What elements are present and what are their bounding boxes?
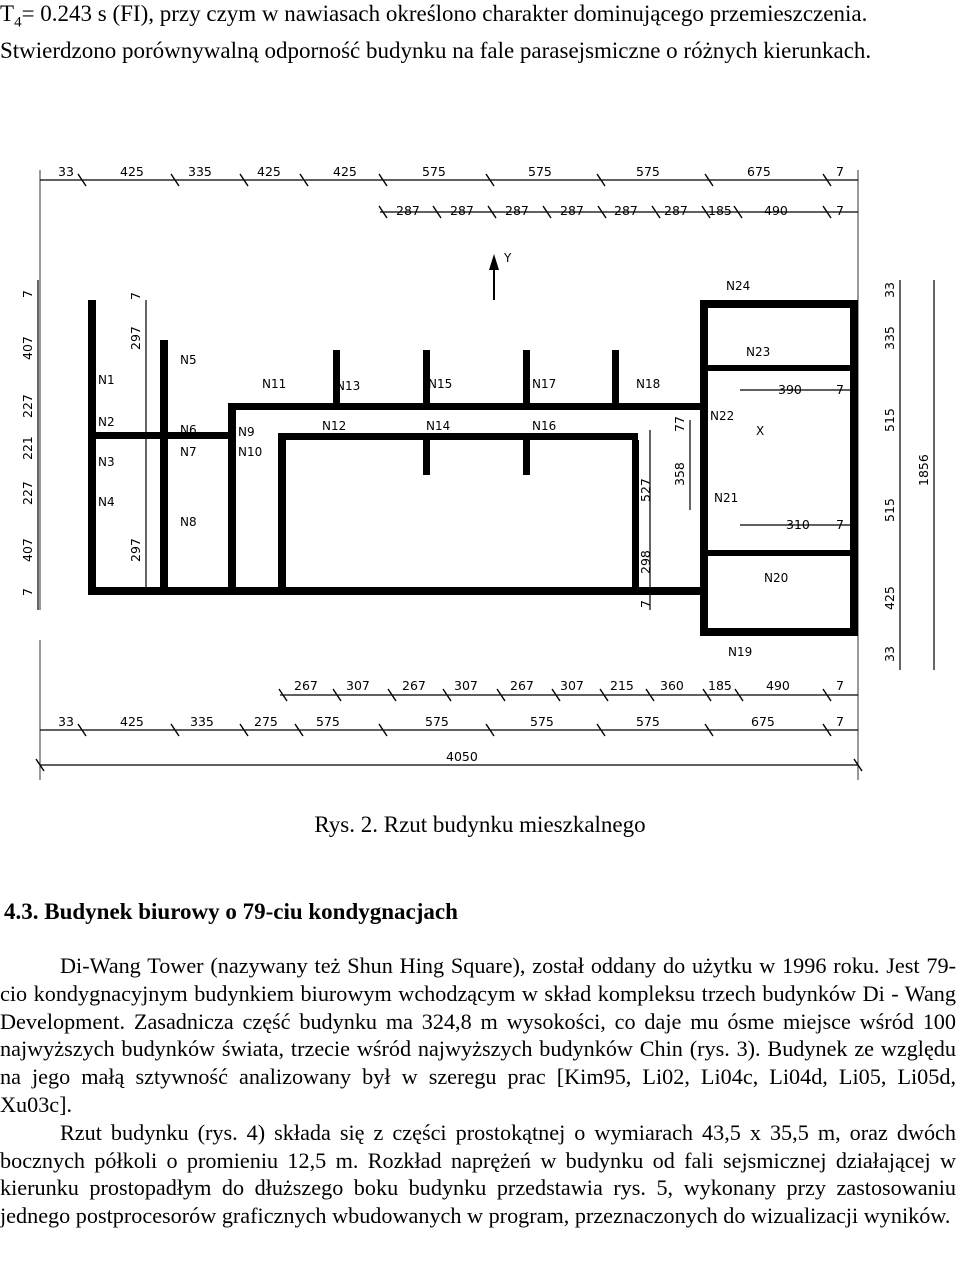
node-label: N21: [714, 491, 739, 505]
svg-text:7: 7: [20, 290, 35, 298]
svg-text:307: 307: [346, 678, 370, 693]
svg-text:275: 275: [254, 714, 278, 729]
svg-text:575: 575: [422, 164, 446, 179]
node-label: N14: [426, 419, 451, 433]
svg-text:425: 425: [257, 164, 281, 179]
node-label: N17: [532, 377, 557, 391]
node-label: N7: [180, 445, 197, 459]
svg-text:7: 7: [128, 588, 143, 596]
svg-text:527: 527: [638, 478, 653, 502]
paragraph-1: Di-Wang Tower (nazywany też Shun Hing Square), został oddany do użytku w 1996 roku. Jest 79-cio kondygnacyjnym budynkiem biurowym wchodzącym w skład kompleksu trzech budynków Di - Wang Development. Zasadnicza część budynku ma 324,8 m wysokości, co daje mu ósme miejsce wśród 100 najwyższych budynków świata, trzecie wśród najwyższych budynków Chin (rys. 3). Budynek ze względu na jego małą sztywność analizowany był w szeregu prac [Kim95, Li02, Li04c, Li04d, Li05, Li05d, Xu03c].: [0, 953, 956, 1117]
svg-text:33: 33: [58, 164, 74, 179]
figure-caption: Rys. 2. Rzut budynku mieszkalnego: [314, 812, 646, 837]
node-label: N13: [336, 379, 361, 393]
svg-text:227: 227: [20, 394, 35, 418]
node-label: N2: [98, 415, 115, 429]
node-label: N24: [726, 279, 751, 293]
svg-text:515: 515: [882, 408, 897, 432]
bottom-dimensions-row-2: [58, 714, 844, 729]
svg-text:7: 7: [836, 714, 844, 729]
node-label: N16: [532, 419, 557, 433]
node-label: N20: [764, 571, 789, 585]
svg-text:490: 490: [766, 678, 790, 693]
top-dimensions-row-2: [396, 203, 844, 218]
node-label: N23: [746, 345, 771, 359]
svg-text:675: 675: [751, 714, 775, 729]
svg-text:287: 287: [396, 203, 420, 218]
svg-text:358: 358: [672, 462, 687, 486]
svg-text:515: 515: [882, 498, 897, 522]
floor-plan-drawing: [0, 150, 960, 800]
svg-text:575: 575: [636, 714, 660, 729]
svg-text:360: 360: [660, 678, 684, 693]
svg-text:267: 267: [402, 678, 426, 693]
svg-text:287: 287: [505, 203, 529, 218]
svg-text:77: 77: [672, 416, 687, 432]
node-label: N18: [636, 377, 661, 391]
svg-text:575: 575: [636, 164, 660, 179]
node-label: N22: [710, 409, 735, 423]
svg-text:287: 287: [560, 203, 584, 218]
node-label: N10: [238, 445, 263, 459]
svg-text:221: 221: [20, 436, 35, 460]
svg-text:267: 267: [294, 678, 318, 693]
node-label: N3: [98, 455, 115, 469]
svg-text:185: 185: [708, 678, 732, 693]
building-walls: [88, 300, 858, 636]
intro-line-2: Stwierdzono porównywalną odporność budynku na fale parasejsmiczne o różnych kierunkach.: [0, 37, 872, 63]
node-label: N1: [98, 373, 115, 387]
svg-text:575: 575: [425, 714, 449, 729]
svg-text:407: 407: [20, 336, 35, 360]
svg-text:575: 575: [530, 714, 554, 729]
svg-text:390: 390: [778, 382, 802, 397]
node-label: N5: [180, 353, 197, 367]
right-dimensions: [882, 282, 931, 662]
svg-text:307: 307: [560, 678, 584, 693]
svg-text:425: 425: [120, 164, 144, 179]
svg-text:307: 307: [454, 678, 478, 693]
svg-text:425: 425: [120, 714, 144, 729]
svg-text:425: 425: [333, 164, 357, 179]
node-label: N19: [728, 645, 753, 659]
dimension-ticks: [36, 174, 862, 771]
bottom-dimensions-row-1: [294, 678, 844, 693]
node-label: N4: [98, 495, 115, 509]
svg-text:298: 298: [638, 550, 653, 574]
x-axis-marker: [756, 424, 764, 438]
svg-text:7: 7: [836, 678, 844, 693]
node-label: N8: [180, 515, 197, 529]
paragraph-2: Rzut budynku (rys. 4) składa się z części prostokątnej o wymiarach 43,5 x 35,5 m, oraz dwóch bocznych półkoli o promieniu 12,5 m. Rozkład naprężeń w budynku od fali sejsmicznej działającej w kierunku prostopadłym do dłuższego boku budynku przedstawia rys. 5, wykonany przy zastosowaniu jednego postprocesorów graficznych wbudowanych w program, przeznaczonych do wizualizacji wyników.: [0, 1119, 956, 1229]
node-label: N15: [428, 377, 453, 391]
top-dimensions-row-1: [58, 164, 844, 179]
svg-text:33: 33: [882, 282, 897, 298]
intro-text: [0, 0, 960, 65]
intro-line-1: $T_4= 0.243$ s (FI), przy czym w nawiasach określono charakter dominującego przemieszczenia.: [0, 1, 868, 31]
svg-text:575: 575: [528, 164, 552, 179]
svg-text:575: 575: [316, 714, 340, 729]
svg-text:227: 227: [20, 481, 35, 505]
svg-text:7: 7: [836, 382, 844, 397]
svg-text:7: 7: [128, 292, 143, 300]
svg-text:407: 407: [20, 538, 35, 562]
axis-y-label: Y: [504, 251, 512, 265]
svg-text:287: 287: [450, 203, 474, 218]
svg-text:310: 310: [786, 517, 810, 532]
axis-x-label: X: [756, 424, 765, 438]
section-body: [0, 952, 956, 1230]
svg-text:185: 185: [708, 203, 732, 218]
node-label: N12: [322, 419, 347, 433]
svg-text:297: 297: [128, 326, 143, 350]
svg-text:425: 425: [882, 586, 897, 610]
svg-text:1856: 1856: [916, 454, 931, 486]
svg-text:267: 267: [510, 678, 534, 693]
node-label: N11: [262, 377, 287, 391]
svg-text:335: 335: [188, 164, 212, 179]
svg-text:7: 7: [836, 517, 844, 532]
svg-text:490: 490: [764, 203, 788, 218]
svg-text:7: 7: [638, 600, 653, 608]
svg-text:287: 287: [614, 203, 638, 218]
svg-text:297: 297: [128, 538, 143, 562]
svg-text:7: 7: [20, 588, 35, 596]
svg-text:215: 215: [610, 678, 634, 693]
node-label: N9: [238, 425, 255, 439]
total-width-label: 4050: [446, 749, 478, 764]
svg-text:7: 7: [836, 164, 844, 179]
section-heading: 4.3. Budynek biurowy o 79-ciu kondygnacjach: [4, 899, 458, 924]
inner-dimensions: [638, 382, 844, 608]
svg-text:33: 33: [58, 714, 74, 729]
node-label: N6: [180, 423, 197, 437]
y-axis-arrow: [489, 251, 512, 300]
svg-text:7: 7: [836, 203, 844, 218]
svg-text:335: 335: [190, 714, 214, 729]
svg-text:287: 287: [664, 203, 688, 218]
svg-text:33: 33: [882, 646, 897, 662]
svg-text:675: 675: [747, 164, 771, 179]
svg-text:335: 335: [882, 326, 897, 350]
